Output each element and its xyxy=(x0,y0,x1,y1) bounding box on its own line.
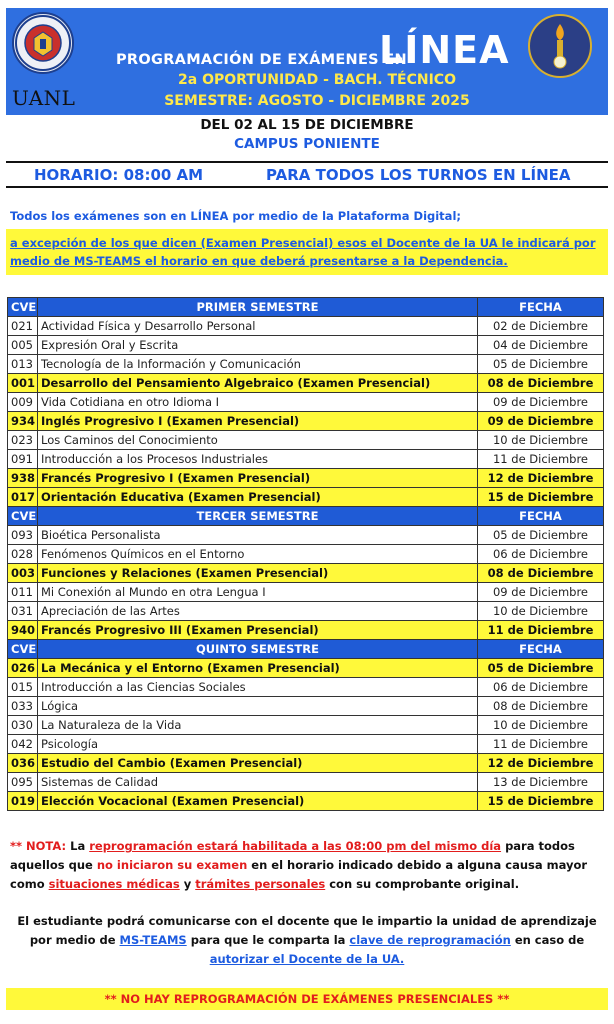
preparatoria-logo-icon xyxy=(528,14,592,78)
table-row xyxy=(8,735,604,754)
cell-subject: Desarrollo del Pensamiento Algebraico (Examen Presencial) xyxy=(38,374,478,393)
nota-text-2: para todos aquellos que xyxy=(10,839,575,872)
contact-text-3: en caso de xyxy=(510,933,585,947)
cell-date: 05 de Diciembre xyxy=(478,659,604,678)
nota-text-5: con su comprobante original. xyxy=(325,877,520,891)
cell-subject: Sistemas de Calidad xyxy=(38,773,478,792)
cell-date: 12 de Diciembre xyxy=(478,469,604,488)
table-row xyxy=(8,469,604,488)
table-row xyxy=(8,336,604,355)
table-row xyxy=(8,621,604,640)
cell-date: 06 de Diciembre xyxy=(478,678,604,697)
cell-date: 11 de Diciembre xyxy=(478,621,604,640)
cell-date: 02 de Diciembre xyxy=(478,317,604,336)
table-row xyxy=(8,545,604,564)
section-title: TERCER SEMESTRE xyxy=(38,507,478,526)
cell-cve: 005 xyxy=(8,336,38,355)
cell-date: 15 de Diciembre xyxy=(478,792,604,811)
cell-subject: Lógica xyxy=(38,697,478,716)
table-row xyxy=(8,754,604,773)
cell-subject: Apreciación de las Artes xyxy=(38,602,478,621)
cell-date: 05 de Diciembre xyxy=(478,526,604,545)
section-header-row xyxy=(8,640,604,659)
cell-date: 10 de Diciembre xyxy=(478,602,604,621)
cell-date: 09 de Diciembre xyxy=(478,583,604,602)
cell-date: 10 de Diciembre xyxy=(478,716,604,735)
column-header-cve: CVE xyxy=(8,507,38,526)
cell-subject: Bioética Personalista xyxy=(38,526,478,545)
cell-subject: Introducción a los Procesos Industriales xyxy=(38,450,478,469)
cell-subject: Inglés Progresivo I (Examen Presencial) xyxy=(38,412,478,431)
table-row xyxy=(8,583,604,602)
cell-subject: Fenómenos Químicos en el Entorno xyxy=(38,545,478,564)
cell-cve: 934 xyxy=(8,412,38,431)
cell-cve: 028 xyxy=(8,545,38,564)
cell-cve: 003 xyxy=(8,564,38,583)
contact-highlight-msteams: MS-TEAMS xyxy=(119,933,187,947)
cell-subject: Mi Conexión al Mundo en otra Lengua I xyxy=(38,583,478,602)
cell-subject: Estudio del Cambio (Examen Presencial) xyxy=(38,754,478,773)
footer-banner xyxy=(6,988,608,1010)
schedule-bar xyxy=(6,161,608,188)
contact-text-1: El estudiante podrá comunicarse con el docente que le impartio la unidad de aprendizaje por medio de xyxy=(17,914,597,947)
nota-highlight-reprogramacion: reprogramación estará habilitada a las 08:00 pm del mismo día xyxy=(89,839,502,853)
cell-date: 04 de Diciembre xyxy=(478,336,604,355)
date-range: DEL 02 AL 15 DE DICIEMBRE xyxy=(200,117,414,133)
cell-cve: 009 xyxy=(8,393,38,412)
exception-text: a excepción de los que dicen (Examen Presencial) esos el Docente de la UA le indicará por medio de MS-TEAMS el horario en que deberá presentarse a la Dependencia. xyxy=(10,236,596,268)
cell-cve: 095 xyxy=(8,773,38,792)
header-subtitle-semestre: SEMESTRE: AGOSTO - DICIEMBRE 2025 xyxy=(164,93,470,109)
table-row xyxy=(8,773,604,792)
cell-subject: Los Caminos del Conocimiento xyxy=(38,431,478,450)
cell-cve: 019 xyxy=(8,792,38,811)
cell-subject: Funciones y Relaciones (Examen Presencial) xyxy=(38,564,478,583)
contact-text-2: para que le comparta la xyxy=(186,933,350,947)
cell-subject: Orientación Educativa (Examen Presencial) xyxy=(38,488,478,507)
table-row xyxy=(8,488,604,507)
cell-date: 12 de Diciembre xyxy=(478,754,604,773)
nota-text-4: y xyxy=(179,877,196,891)
cell-subject: Elección Vocacional (Examen Presencial) xyxy=(38,792,478,811)
cell-subject: Expresión Oral y Escrita xyxy=(38,336,478,355)
cell-date: 15 de Diciembre xyxy=(478,488,604,507)
table-row xyxy=(8,716,604,735)
cell-cve: 091 xyxy=(8,450,38,469)
cell-cve: 023 xyxy=(8,431,38,450)
uanl-seal-icon xyxy=(12,12,74,74)
cell-cve: 036 xyxy=(8,754,38,773)
cell-date: 05 de Diciembre xyxy=(478,355,604,374)
cell-cve: 017 xyxy=(8,488,38,507)
cell-subject: Psicología xyxy=(38,735,478,754)
header-title-linea: LÍNEA xyxy=(379,28,510,72)
table-row xyxy=(8,317,604,336)
contact-paragraph xyxy=(8,912,606,969)
nota-text-3: en el horario indicado debido a alguna causa mayor como xyxy=(10,858,588,891)
nota-highlight-no-iniciaron: no iniciaron su examen xyxy=(96,858,248,872)
exception-box xyxy=(6,229,608,275)
cell-date: 11 de Diciembre xyxy=(478,450,604,469)
cell-date: 09 de Diciembre xyxy=(478,393,604,412)
cell-subject: Francés Progresivo I (Examen Presencial) xyxy=(38,469,478,488)
cell-subject: Tecnología de la Información y Comunicación xyxy=(38,355,478,374)
table-row xyxy=(8,526,604,545)
footer-text: ** NO HAY REPROGRAMACIÓN DE EXÁMENES PRESENCIALES ** xyxy=(104,992,510,1006)
contact-highlight-autorizar: autorizar el Docente de la UA. xyxy=(209,952,405,966)
cell-date: 08 de Diciembre xyxy=(478,374,604,393)
cell-cve: 021 xyxy=(8,317,38,336)
campus-name: CAMPUS PONIENTE xyxy=(234,136,380,152)
column-header-cve: CVE xyxy=(8,298,38,317)
column-header-fecha: FECHA xyxy=(478,507,604,526)
table-row xyxy=(8,697,604,716)
table-row xyxy=(8,678,604,697)
header-subtitle-oportunidad: 2a OPORTUNIDAD - BACH. TÉCNICO xyxy=(178,72,456,88)
section-header-row xyxy=(8,298,604,317)
table-row xyxy=(8,659,604,678)
intro-text: Todos los exámenes son en LÍNEA por medio de la Plataforma Digital; xyxy=(10,209,461,223)
cell-date: 08 de Diciembre xyxy=(478,564,604,583)
cell-date: 08 de Diciembre xyxy=(478,697,604,716)
nota-highlight-tramites: trámites personales xyxy=(195,877,326,891)
cell-cve: 938 xyxy=(8,469,38,488)
table-row xyxy=(8,450,604,469)
cell-cve: 026 xyxy=(8,659,38,678)
table-row xyxy=(8,602,604,621)
schedule-time: HORARIO: 08:00 AM xyxy=(34,166,204,184)
column-header-fecha: FECHA xyxy=(478,640,604,659)
table-row xyxy=(8,374,604,393)
column-header-fecha: FECHA xyxy=(478,298,604,317)
cell-cve: 940 xyxy=(8,621,38,640)
table-row xyxy=(8,355,604,374)
exam-table xyxy=(7,297,604,811)
header-title: PROGRAMACIÓN DE EXÁMENES EN xyxy=(116,52,407,68)
section-title: QUINTO SEMESTRE xyxy=(38,640,478,659)
table-row xyxy=(8,412,604,431)
cell-cve: 013 xyxy=(8,355,38,374)
cell-cve: 033 xyxy=(8,697,38,716)
cell-cve: 001 xyxy=(8,374,38,393)
cell-date: 11 de Diciembre xyxy=(478,735,604,754)
nota-text-1: La xyxy=(66,839,90,853)
cell-date: 06 de Diciembre xyxy=(478,545,604,564)
table-row xyxy=(8,393,604,412)
cell-subject: La Mecánica y el Entorno (Examen Presencial) xyxy=(38,659,478,678)
table-row xyxy=(8,564,604,583)
section-header-row xyxy=(8,507,604,526)
nota-label: ** NOTA: xyxy=(10,839,67,853)
cell-cve: 015 xyxy=(8,678,38,697)
cell-date: 09 de Diciembre xyxy=(478,412,604,431)
column-header-cve: CVE xyxy=(8,640,38,659)
cell-date: 13 de Diciembre xyxy=(478,773,604,792)
cell-cve: 093 xyxy=(8,526,38,545)
cell-subject: Actividad Física y Desarrollo Personal xyxy=(38,317,478,336)
nota-highlight-medicas: situaciones médicas xyxy=(48,877,180,891)
schedule-applies: PARA TODOS LOS TURNOS EN LÍNEA xyxy=(266,166,571,184)
cell-cve: 011 xyxy=(8,583,38,602)
table-row xyxy=(8,431,604,450)
cell-date: 10 de Diciembre xyxy=(478,431,604,450)
section-title: PRIMER SEMESTRE xyxy=(38,298,478,317)
uanl-logo-text: UANL xyxy=(12,86,76,110)
cell-cve: 042 xyxy=(8,735,38,754)
contact-highlight-clave: clave de reprogramación xyxy=(349,933,511,947)
cell-cve: 030 xyxy=(8,716,38,735)
table-row xyxy=(8,792,604,811)
nota-paragraph xyxy=(10,837,604,894)
cell-subject: Introducción a las Ciencias Sociales xyxy=(38,678,478,697)
cell-subject: Francés Progresivo III (Examen Presencial) xyxy=(38,621,478,640)
cell-cve: 031 xyxy=(8,602,38,621)
cell-subject: La Naturaleza de la Vida xyxy=(38,716,478,735)
cell-subject: Vida Cotidiana en otro Idioma I xyxy=(38,393,478,412)
